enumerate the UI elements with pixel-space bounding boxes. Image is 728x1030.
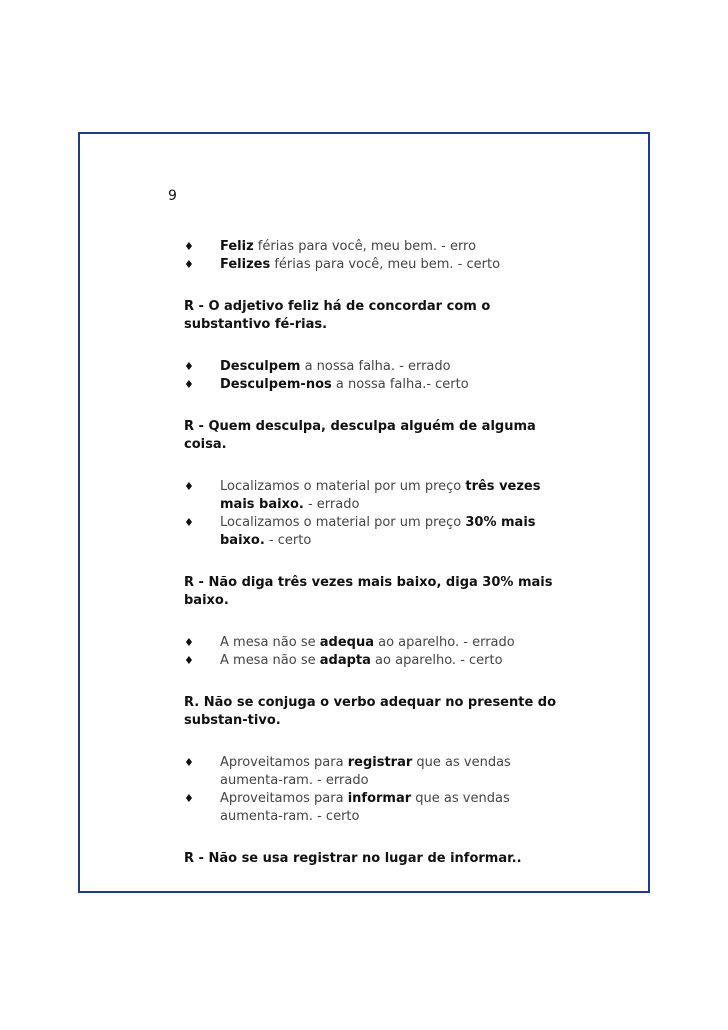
remark: R - O adjetivo feliz há de concordar com o substantivo fé-rias. xyxy=(184,299,491,332)
remark: R - Não diga três vezes mais baixo, diga 30% mais baixo. xyxy=(184,575,553,608)
page-number: 9 xyxy=(168,188,177,204)
bullet-list xyxy=(184,238,564,274)
list-item: ♦ Aproveitamos para registrar que as vendas aumenta-ram. - errado xyxy=(184,755,511,788)
bullet-list xyxy=(184,358,564,394)
list-item: ♦ Desculpem a nossa falha. - errado xyxy=(184,359,451,374)
diamond-bullet-icon: ♦ xyxy=(184,378,194,391)
bullet-list xyxy=(184,478,564,550)
diamond-bullet-icon: ♦ xyxy=(184,258,194,271)
diamond-bullet-icon: ♦ xyxy=(184,480,194,493)
page-content xyxy=(184,238,564,868)
list-item: ♦ A mesa não se adapta ao aparelho. - certo xyxy=(184,653,503,668)
remark: R. Não se conjuga o verbo adequar no presente do substan-tivo. xyxy=(184,695,557,728)
list-item: ♦ Feliz férias para você, meu bem. - erro xyxy=(184,239,477,254)
list-item: ♦ Felizes férias para você, meu bem. - certo xyxy=(184,257,501,272)
diamond-bullet-icon: ♦ xyxy=(184,636,194,649)
list-item: ♦ Aproveitamos para informar que as vendas aumenta-ram. - certo xyxy=(184,791,510,824)
diamond-bullet-icon: ♦ xyxy=(184,654,194,667)
diamond-bullet-icon: ♦ xyxy=(184,756,194,769)
list-item: ♦ A mesa não se adequa ao aparelho. - errado xyxy=(184,635,515,650)
diamond-bullet-icon: ♦ xyxy=(184,360,194,373)
diamond-bullet-icon: ♦ xyxy=(184,516,194,529)
diamond-bullet-icon: ♦ xyxy=(184,240,194,253)
bullet-list xyxy=(184,634,564,670)
list-item: ♦ Localizamos o material por um preço três vezes mais baixo. - errado xyxy=(184,479,541,512)
remark: R - Quem desculpa, desculpa alguém de alguma coisa. xyxy=(184,419,536,452)
list-item: ♦ Localizamos o material por um preço 30% mais baixo. - certo xyxy=(184,515,536,548)
list-item: ♦ Desculpem-nos a nossa falha.- certo xyxy=(184,377,469,392)
diamond-bullet-icon: ♦ xyxy=(184,792,194,805)
bullet-list xyxy=(184,754,564,826)
remark: R - Não se usa registrar no lugar de informar.. xyxy=(184,851,522,866)
